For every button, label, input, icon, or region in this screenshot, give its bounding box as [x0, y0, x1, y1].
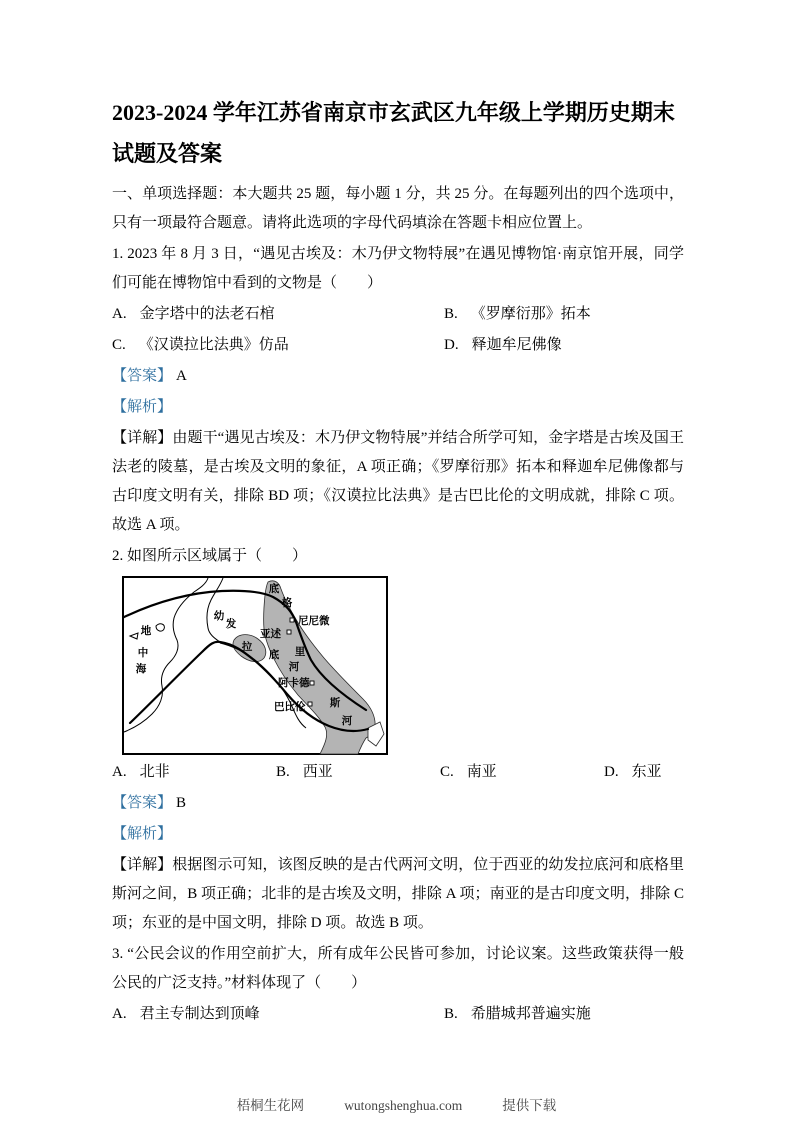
- option-key: A.: [112, 764, 127, 780]
- title-line-1: 2023-2024 学年江苏省南京市玄武区九年级上学期历史期末: [112, 100, 675, 125]
- city-marker: [308, 702, 312, 706]
- analysis-label: 【解析】: [112, 826, 173, 842]
- q2-detail: 【详解】根据图示可知，该图反映的是古代两河文明，位于西亚的幼发拉底河和底格里斯河之间，B 项正确；北非的是古埃及文明，排除 A 项；南亚的是古印度文明，排除 C 项；东亚的是中国文明，排除 D 项。故选 B 项。: [112, 857, 684, 931]
- option-text: 希腊城邦普遍实施: [470, 1006, 591, 1022]
- option-text: 北非: [139, 764, 170, 780]
- page-title: [112, 92, 684, 174]
- q2-answer-value: B: [176, 795, 187, 811]
- option-text: 释迦牟尼佛像: [471, 337, 562, 353]
- city-marker: [310, 681, 314, 685]
- option-text: 君主专制达到顶峰: [139, 1006, 260, 1022]
- q1-options-row-1: [112, 300, 684, 329]
- city-label: 巴比伦: [274, 702, 306, 713]
- option-key: A.: [112, 1006, 127, 1022]
- option-text: 《罗摩衍那》拓本: [470, 306, 591, 322]
- map-river-label: 底: [268, 650, 280, 661]
- map-river-label: 底: [268, 584, 280, 595]
- footer-download-note: 提供下载: [502, 1098, 557, 1113]
- map-river-label: 格: [281, 598, 293, 609]
- mesopotamia-map-svg: [122, 576, 388, 755]
- footer-site-name: 梧桐生花网: [236, 1098, 305, 1113]
- city-marker: [287, 630, 291, 634]
- map-river-label: 海: [135, 664, 147, 675]
- map-river-label: 幼: [213, 611, 225, 622]
- question-3-text: 3. “公民会议的作用空前扩大，所有成年公民皆可参加，讨论议案。这些政策获得一般公民的广泛支持。”材料体现了（ ）: [112, 946, 684, 991]
- answer-label: 【答案】: [112, 368, 173, 384]
- q3-option-a: [112, 1000, 260, 1029]
- title-line-2: 试题及答案: [112, 141, 223, 166]
- q1-analysis-line: [112, 393, 684, 422]
- q1-option-d: [444, 331, 562, 360]
- question-2-text: 2. 如图所示区域属于（ ）: [112, 548, 308, 564]
- q2-answer-line: [112, 789, 684, 818]
- city-marker: [290, 618, 294, 622]
- city-label: 亚述: [260, 629, 281, 640]
- map-river-label: 斯: [329, 698, 341, 709]
- map-river-label: 中: [137, 648, 149, 659]
- section-intro: 一、单项选择题：本大题共 25 题，每小题 1 分，共 25 分。在每题列出的四个选项中，只有一项最符合题意。请将此选项的字母代码填涂在答题卡相应位置上。: [112, 186, 684, 231]
- page-content: [112, 92, 684, 1031]
- q1-option-c: [112, 331, 289, 360]
- q2-options-row: [112, 758, 684, 787]
- map-river-label: 发: [225, 619, 237, 630]
- option-key: B.: [444, 306, 458, 322]
- analysis-label: 【解析】: [112, 399, 173, 415]
- q2-analysis-line: [112, 820, 684, 849]
- map-river-label: 地: [140, 626, 152, 637]
- q1-option-a: [112, 300, 275, 329]
- option-key: C.: [112, 337, 126, 353]
- map-river-label: 拉: [241, 642, 253, 653]
- option-text: 东亚: [631, 764, 662, 780]
- option-key: D.: [444, 337, 459, 353]
- footer-site-url: wutongshenghua.com: [344, 1098, 463, 1113]
- q2-option-d: [604, 758, 662, 787]
- q1-option-b: [444, 300, 591, 329]
- city-label: 尼尼微: [298, 616, 330, 627]
- q2-option-b: [276, 758, 333, 787]
- option-key: B.: [276, 764, 290, 780]
- city-label: 阿卡德: [278, 678, 310, 689]
- q3-option-b: [444, 1000, 591, 1029]
- question-1-text: 1. 2023 年 8 月 3 日，“遇见古埃及：木乃伊文物特展”在遇见博物馆·南京馆开展，同学们可能在博物馆中看到的文物是（ ）: [112, 246, 684, 291]
- option-key: D.: [604, 764, 619, 780]
- map-river-label: 里: [294, 647, 306, 658]
- q2-option-a: [112, 758, 170, 787]
- q1-answer-value: A: [176, 368, 187, 384]
- q1-answer-line: [112, 362, 684, 391]
- q1-options-row-2: [112, 331, 684, 360]
- q1-detail: 【详解】由题干“遇见古埃及：木乃伊文物特展”并结合所学可知，金字塔是古埃及国王法老的陵墓，是古埃及文明的象征，A 项正确；《罗摩衍那》拓本和释迦牟尼佛像都与古印度文明有关，排除 BD 项；《汉谟拉比法典》是古巴比伦的文明成就，排除 C 项。故选 A 项。: [112, 430, 684, 533]
- option-key: C.: [440, 764, 454, 780]
- answer-label: 【答案】: [112, 795, 173, 811]
- option-text: 西亚: [302, 764, 333, 780]
- map-river-label: 河: [288, 662, 300, 673]
- option-key: A.: [112, 306, 127, 322]
- mesopotamia-map: [122, 576, 388, 755]
- q3-options-row: [112, 1000, 684, 1029]
- option-text: 《汉谟拉比法典》仿品: [138, 337, 289, 353]
- map-river-label: 河: [341, 716, 353, 727]
- q2-option-c: [440, 758, 497, 787]
- option-text: 南亚: [466, 764, 497, 780]
- option-text: 金字塔中的法老石棺: [139, 306, 275, 322]
- option-key: B.: [444, 1006, 458, 1022]
- page-footer: [0, 1094, 793, 1114]
